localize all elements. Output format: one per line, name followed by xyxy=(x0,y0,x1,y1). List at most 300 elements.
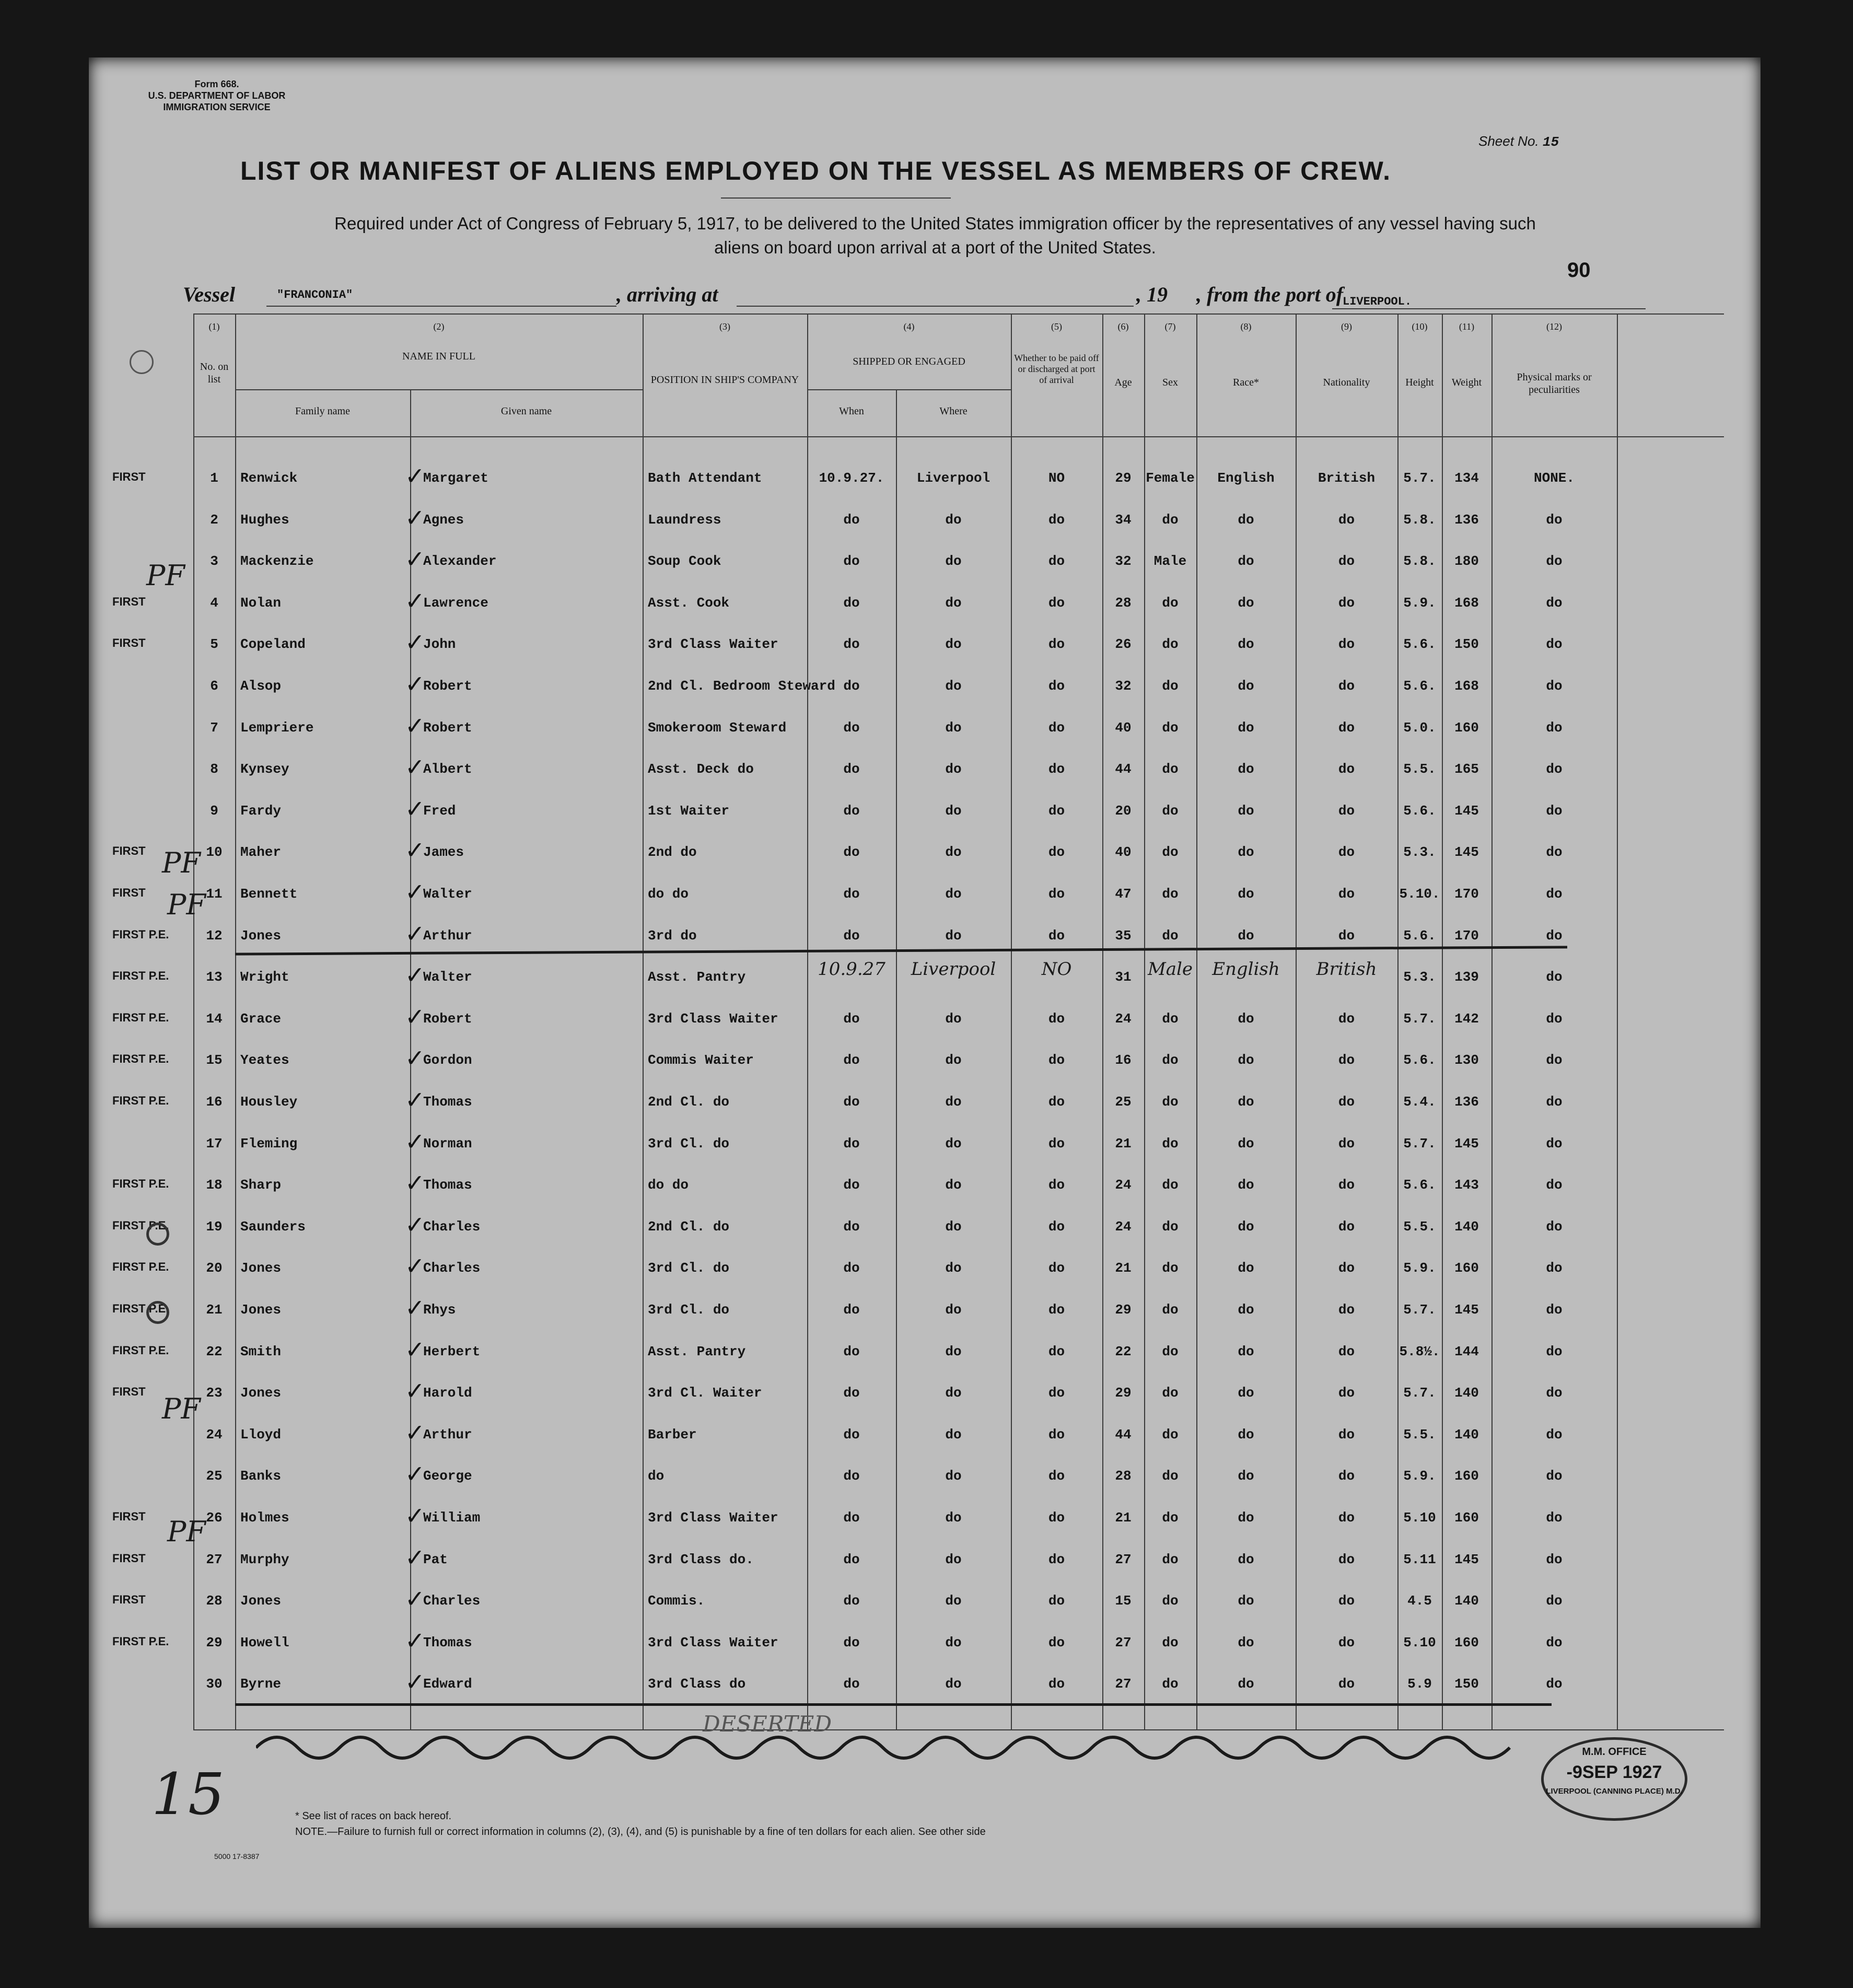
check-mark-icon: ✓ xyxy=(405,462,425,490)
race: do xyxy=(1238,1260,1254,1276)
height: 5.0. xyxy=(1403,720,1436,736)
check-mark-icon: ✓ xyxy=(405,920,425,948)
race: English xyxy=(1212,959,1280,980)
family-name: Lempriere xyxy=(240,720,314,736)
race: do xyxy=(1238,512,1254,528)
paid-off: do xyxy=(1048,886,1065,902)
physical-marks: do xyxy=(1546,595,1563,611)
age: 16 xyxy=(1115,1052,1132,1068)
table-row xyxy=(89,712,1761,741)
weight: 160 xyxy=(1454,1635,1479,1650)
col1-header: No. on list xyxy=(200,361,229,385)
shipped-where: Liverpool xyxy=(911,959,996,980)
physical-marks: do xyxy=(1546,1635,1563,1650)
row-number: 12 xyxy=(206,928,223,944)
col5-header: Whether to be paid off or discharged at port of arrival xyxy=(1014,353,1099,385)
shipped-where: do xyxy=(945,595,962,611)
sex: Female xyxy=(1146,470,1195,486)
nationality: do xyxy=(1338,1177,1355,1193)
family-name: Nolan xyxy=(240,595,282,611)
position: 2nd Cl. Bedroom Steward xyxy=(648,678,835,694)
check-mark-icon: ✓ xyxy=(405,504,425,532)
position: 3rd Class do xyxy=(648,1676,746,1692)
shipped-where: do xyxy=(945,1011,962,1027)
col2-header: NAME IN FULL xyxy=(402,351,475,362)
check-mark-icon: ✓ xyxy=(405,712,425,740)
given-name: Arthur xyxy=(423,1427,472,1443)
shipped-subheader-rule xyxy=(807,389,1011,390)
sex: do xyxy=(1162,1385,1179,1401)
weight: 168 xyxy=(1454,678,1479,694)
age: 47 xyxy=(1115,886,1132,902)
height: 5.5. xyxy=(1403,761,1436,777)
row-number: 16 xyxy=(206,1094,223,1110)
row-margin-label: FIRST P.E. xyxy=(112,928,169,941)
footnote-note: NOTE.—Failure to furnish full or correct information in columns (2), (3), (4), and (5) is punishable by a fine of ten dollars for each alien. See other side xyxy=(295,1826,986,1838)
stamp-date: -9SEP 1927 xyxy=(1566,1762,1662,1782)
row-number: 4 xyxy=(210,595,218,611)
given-name: Charles xyxy=(423,1219,481,1235)
paid-off: do xyxy=(1048,761,1065,777)
sex: do xyxy=(1162,886,1179,902)
age: 21 xyxy=(1115,1510,1132,1526)
weight: 170 xyxy=(1454,886,1479,902)
shipped-when: do xyxy=(843,1552,860,1567)
table-row xyxy=(89,1294,1761,1323)
weight: 160 xyxy=(1454,1260,1479,1276)
shipped-where: do xyxy=(945,512,962,528)
col7-header: Sex xyxy=(1162,377,1178,388)
col4-header: SHIPPED OR ENGAGED xyxy=(853,356,965,367)
row-margin-label: FIRST P.E. xyxy=(112,1635,169,1648)
position: do do xyxy=(648,886,689,902)
weight: 180 xyxy=(1454,553,1479,569)
nationality: do xyxy=(1338,1344,1355,1359)
nationality: do xyxy=(1338,1427,1355,1443)
sheet-label: Sheet No. xyxy=(1478,133,1539,149)
given-name: Thomas xyxy=(423,1635,472,1650)
height: 5.9. xyxy=(1403,1468,1436,1484)
age: 40 xyxy=(1115,720,1132,736)
sheet-no: 15 xyxy=(1542,134,1559,150)
weight: 145 xyxy=(1454,803,1479,819)
position: Laundress xyxy=(648,512,721,528)
shipped-when: do xyxy=(843,1094,860,1110)
physical-marks: do xyxy=(1546,1427,1563,1443)
given-name: William xyxy=(423,1510,481,1526)
row-number: 11 xyxy=(206,886,223,902)
age: 35 xyxy=(1115,928,1132,944)
height: 5.7. xyxy=(1403,1302,1436,1318)
office-stamp xyxy=(1541,1737,1687,1821)
age: 44 xyxy=(1115,761,1132,777)
given-name: Walter xyxy=(423,886,472,902)
nationality: British xyxy=(1316,959,1377,980)
shipped-when: do xyxy=(843,1427,860,1443)
check-mark-icon: ✓ xyxy=(405,1086,425,1114)
physical-marks: do xyxy=(1546,803,1563,819)
given-name: James xyxy=(423,844,464,860)
shipped-when: do xyxy=(843,1344,860,1359)
nationality: do xyxy=(1338,1094,1355,1110)
subtitle-line-2: aliens on board upon arrival at a port of the United States. xyxy=(714,238,1156,257)
paid-off: do xyxy=(1048,512,1065,528)
col4-number: (4) xyxy=(903,321,915,332)
position: 2nd do xyxy=(648,844,697,860)
stamp-bottom: LIVERPOOL (CANNING PLACE) M.D. xyxy=(1546,1787,1683,1796)
row-number: 19 xyxy=(206,1219,223,1235)
given-name: Thomas xyxy=(423,1177,472,1193)
height: 5.9. xyxy=(1403,1260,1436,1276)
row-margin-label: FIRST P.E. xyxy=(112,1302,169,1315)
race: do xyxy=(1238,1676,1254,1692)
table-row xyxy=(89,1502,1761,1531)
nationality: do xyxy=(1338,1676,1355,1692)
age: 21 xyxy=(1115,1136,1132,1152)
physical-marks: do xyxy=(1546,844,1563,860)
physical-marks: do xyxy=(1546,1468,1563,1484)
row-number: 2 xyxy=(210,512,218,528)
shipped-where: do xyxy=(945,636,962,652)
position: 3rd Class Waiter xyxy=(648,1635,778,1650)
nationality: do xyxy=(1338,844,1355,860)
family-name: Hughes xyxy=(240,512,289,528)
check-mark-icon: ✓ xyxy=(405,1419,425,1447)
punch-hole xyxy=(130,350,154,374)
given-name: Arthur xyxy=(423,928,472,944)
race: do xyxy=(1238,761,1254,777)
nationality: do xyxy=(1338,1552,1355,1567)
height: 4.5 xyxy=(1407,1593,1432,1609)
row-margin-label: FIRST xyxy=(112,844,146,857)
shipped-when: do xyxy=(843,1219,860,1235)
race: do xyxy=(1238,1344,1254,1359)
col3-number: (3) xyxy=(719,321,730,332)
shipped-when: do xyxy=(843,595,860,611)
check-mark-icon: ✓ xyxy=(405,1335,425,1364)
row-number: 3 xyxy=(210,553,218,569)
position: 3rd Class do. xyxy=(648,1552,754,1567)
given-name: George xyxy=(423,1468,472,1484)
table-row xyxy=(89,670,1761,699)
shipped-where: do xyxy=(945,1219,962,1235)
table-row xyxy=(89,1626,1761,1656)
age: 22 xyxy=(1115,1344,1132,1359)
weight: 165 xyxy=(1454,761,1479,777)
weight: 168 xyxy=(1454,595,1479,611)
sex: do xyxy=(1162,1344,1179,1359)
height: 5.5. xyxy=(1403,1219,1436,1235)
subtitle xyxy=(172,212,1698,260)
height: 5.5. xyxy=(1403,1427,1436,1443)
table-row xyxy=(89,959,1761,990)
table-row xyxy=(89,628,1761,657)
nationality: do xyxy=(1338,1260,1355,1276)
col11-number: (11) xyxy=(1459,321,1475,332)
nationality: do xyxy=(1338,1510,1355,1526)
paid-off: do xyxy=(1048,928,1065,944)
row-number: 18 xyxy=(206,1177,223,1193)
age: 27 xyxy=(1115,1552,1132,1567)
age: 20 xyxy=(1115,803,1132,819)
position: 3rd Class Waiter xyxy=(648,636,778,652)
position: Barber xyxy=(648,1427,697,1443)
nationality: do xyxy=(1338,1011,1355,1027)
race: do xyxy=(1238,1468,1254,1484)
height: 5.6. xyxy=(1403,1177,1436,1193)
table-row xyxy=(89,1211,1761,1240)
table-row xyxy=(89,1460,1761,1489)
row-margin-label: FIRST P.E. xyxy=(112,1177,169,1190)
table-row xyxy=(89,1127,1761,1157)
row-margin-label: FIRST xyxy=(112,1552,146,1565)
paid-off: do xyxy=(1048,1676,1065,1692)
arriving-label: , arriving at xyxy=(616,283,718,306)
age: 27 xyxy=(1115,1676,1132,1692)
paid-off: do xyxy=(1048,1635,1065,1650)
age: 32 xyxy=(1115,553,1132,569)
shipped-where: do xyxy=(945,553,962,569)
sex: do xyxy=(1162,1094,1179,1110)
height: 5.10 xyxy=(1403,1635,1436,1650)
position: do xyxy=(648,1468,665,1484)
family-name: Wright xyxy=(240,969,289,985)
family-name: Jones xyxy=(240,1260,282,1276)
pf-note: PF xyxy=(162,846,201,879)
nationality: do xyxy=(1338,553,1355,569)
height: 5.6. xyxy=(1403,678,1436,694)
shipped-where: do xyxy=(945,1593,962,1609)
shipped-when: do xyxy=(843,678,860,694)
shipped-where: do xyxy=(945,803,962,819)
row-number: 14 xyxy=(206,1011,223,1027)
shipped-where: do xyxy=(945,1385,962,1401)
given-name: Harold xyxy=(423,1385,472,1401)
shipped-when: do xyxy=(843,720,860,736)
given-name: Thomas xyxy=(423,1094,472,1110)
paid-off: do xyxy=(1048,553,1065,569)
check-mark-icon: ✓ xyxy=(405,1003,425,1031)
family-name: Housley xyxy=(240,1094,298,1110)
pf-note: PF xyxy=(167,888,206,921)
shipped-when: do xyxy=(843,844,860,860)
position: 3rd Cl. do xyxy=(648,1260,730,1276)
check-mark-icon: ✓ xyxy=(405,1211,425,1239)
shipped-where: do xyxy=(945,678,962,694)
nationality: do xyxy=(1338,512,1355,528)
col3-header: POSITION IN SHIP'S COMPANY xyxy=(650,374,799,386)
shipped-where: do xyxy=(945,720,962,736)
position: Asst. Cook xyxy=(648,595,730,611)
physical-marks: do xyxy=(1546,1593,1563,1609)
row-margin-label: FIRST xyxy=(112,636,146,649)
height: 5.6. xyxy=(1403,1052,1436,1068)
position: Bath Attendant xyxy=(648,470,762,486)
port-rule xyxy=(1332,308,1646,309)
paid-off: do xyxy=(1048,1344,1065,1359)
paid-off: do xyxy=(1048,844,1065,860)
given-name: Charles xyxy=(423,1260,481,1276)
position: 3rd Cl. do xyxy=(648,1302,730,1318)
check-mark-icon: ✓ xyxy=(405,1377,425,1405)
check-mark-icon: ✓ xyxy=(405,670,425,698)
weight: 145 xyxy=(1454,844,1479,860)
height: 5.9 xyxy=(1407,1676,1432,1692)
shipped-when: do xyxy=(843,553,860,569)
sex: do xyxy=(1162,1676,1179,1692)
height: 5.11 xyxy=(1403,1552,1436,1567)
family-name: Sharp xyxy=(240,1177,282,1193)
race: do xyxy=(1238,1302,1254,1318)
check-mark-icon: ✓ xyxy=(405,1294,425,1322)
given-name: Gordon xyxy=(423,1052,472,1068)
total-count-note: 15 xyxy=(151,1761,225,1828)
from-label: , from the port of xyxy=(1196,283,1344,306)
row-margin-label: FIRST P.E. xyxy=(112,1094,169,1107)
sex: do xyxy=(1162,1302,1179,1318)
shipped-when: 10.9.27. xyxy=(819,470,884,486)
row-margin-label: FIRST xyxy=(112,886,146,899)
physical-marks: do xyxy=(1546,1676,1563,1692)
weight: 160 xyxy=(1454,720,1479,736)
position: 3rd Class Waiter xyxy=(648,1510,778,1526)
physical-marks: do xyxy=(1546,1385,1563,1401)
paid-off: do xyxy=(1048,720,1065,736)
age: 40 xyxy=(1115,844,1132,860)
sex: do xyxy=(1162,1052,1179,1068)
shipped-where: do xyxy=(945,761,962,777)
weight: 140 xyxy=(1454,1385,1479,1401)
row-margin-label: FIRST P.E. xyxy=(112,1219,169,1232)
race: do xyxy=(1238,1593,1254,1609)
weight: 140 xyxy=(1454,1593,1479,1609)
pf-note: PF xyxy=(162,1392,201,1425)
vessel-rule xyxy=(266,306,616,307)
nationality: do xyxy=(1338,720,1355,736)
nationality: do xyxy=(1338,886,1355,902)
physical-marks: NONE. xyxy=(1533,470,1575,486)
shipped-when: do xyxy=(843,1635,860,1650)
height: 5.6. xyxy=(1403,636,1436,652)
physical-marks: do xyxy=(1546,1219,1563,1235)
paid-off: do xyxy=(1048,1427,1065,1443)
table-row xyxy=(89,795,1761,824)
check-mark-icon: ✓ xyxy=(405,1460,425,1488)
family-name: Fardy xyxy=(240,803,282,819)
paid-off: do xyxy=(1048,1552,1065,1567)
race: do xyxy=(1238,1136,1254,1152)
race: do xyxy=(1238,1635,1254,1650)
physical-marks: do xyxy=(1546,1177,1563,1193)
age: 26 xyxy=(1115,636,1132,652)
height: 5.7. xyxy=(1403,1136,1436,1152)
deserted-note: DESERTED xyxy=(703,1711,832,1737)
family-name: Mackenzie xyxy=(240,553,314,569)
weight: 160 xyxy=(1454,1468,1479,1484)
race: do xyxy=(1238,1385,1254,1401)
age: 24 xyxy=(1115,1219,1132,1235)
race: do xyxy=(1238,720,1254,736)
nationality: do xyxy=(1338,803,1355,819)
title-rule xyxy=(721,197,951,199)
nationality: do xyxy=(1338,1219,1355,1235)
sex: do xyxy=(1162,1552,1179,1567)
paid-off: do xyxy=(1048,678,1065,694)
nationality: do xyxy=(1338,1052,1355,1068)
printer-code: 5000 17-8387 xyxy=(214,1852,260,1861)
physical-marks: do xyxy=(1546,886,1563,902)
col11-header: Weight xyxy=(1451,377,1482,388)
shipped-when: do xyxy=(843,1177,860,1193)
shipped-where: do xyxy=(945,928,962,944)
name-subheader-rule xyxy=(235,389,643,390)
row-number: 29 xyxy=(206,1635,223,1650)
shipped-where: do xyxy=(945,1427,962,1443)
given-name: Herbert xyxy=(423,1344,481,1359)
shipped-where: do xyxy=(945,1552,962,1567)
table-row xyxy=(89,1169,1761,1198)
race: do xyxy=(1238,1510,1254,1526)
row-number: 20 xyxy=(206,1260,223,1276)
race: English xyxy=(1217,470,1275,486)
row-number: 6 xyxy=(210,678,218,694)
row-number: 21 xyxy=(206,1302,223,1318)
position: Asst. Pantry xyxy=(648,1344,746,1359)
age: 31 xyxy=(1115,969,1132,985)
row-margin-label: FIRST xyxy=(112,470,146,483)
given-name: Walter xyxy=(423,969,472,985)
nationality: do xyxy=(1338,636,1355,652)
table-row xyxy=(89,1086,1761,1115)
col5-number: (5) xyxy=(1051,321,1062,332)
shipped-when: do xyxy=(843,1011,860,1027)
paid-off: do xyxy=(1048,1136,1065,1152)
shipped-when: do xyxy=(843,1676,860,1692)
shipped-when: do xyxy=(843,803,860,819)
table-row xyxy=(89,587,1761,616)
check-mark-icon: ✓ xyxy=(405,1585,425,1613)
table-row xyxy=(89,1377,1761,1406)
shipped-where: do xyxy=(945,1136,962,1152)
race: do xyxy=(1238,844,1254,860)
row-number: 13 xyxy=(206,969,223,985)
height: 5.8. xyxy=(1403,512,1436,528)
shipped-when: do xyxy=(843,1302,860,1318)
position: 1st Waiter xyxy=(648,803,730,819)
paid-off: do xyxy=(1048,1385,1065,1401)
shipped-when: do xyxy=(843,1385,860,1401)
family-name: Grace xyxy=(240,1011,282,1027)
row-margin-label: FIRST xyxy=(112,595,146,608)
table-row xyxy=(89,1668,1761,1697)
given-name: Rhys xyxy=(423,1302,456,1318)
weight: 134 xyxy=(1454,470,1479,486)
physical-marks: do xyxy=(1546,1344,1563,1359)
weight: 145 xyxy=(1454,1302,1479,1318)
position: 2nd Cl. do xyxy=(648,1094,730,1110)
paid-off: do xyxy=(1048,803,1065,819)
race: do xyxy=(1238,636,1254,652)
paid-off: do xyxy=(1048,595,1065,611)
height: 5.7. xyxy=(1403,1011,1436,1027)
table-row xyxy=(89,878,1761,907)
row-number: 17 xyxy=(206,1136,223,1152)
family-name: Alsop xyxy=(240,678,282,694)
nationality: do xyxy=(1338,761,1355,777)
position: 3rd Cl. do xyxy=(648,1136,730,1152)
physical-marks: do xyxy=(1546,1052,1563,1068)
table-top-rule xyxy=(193,313,1724,315)
